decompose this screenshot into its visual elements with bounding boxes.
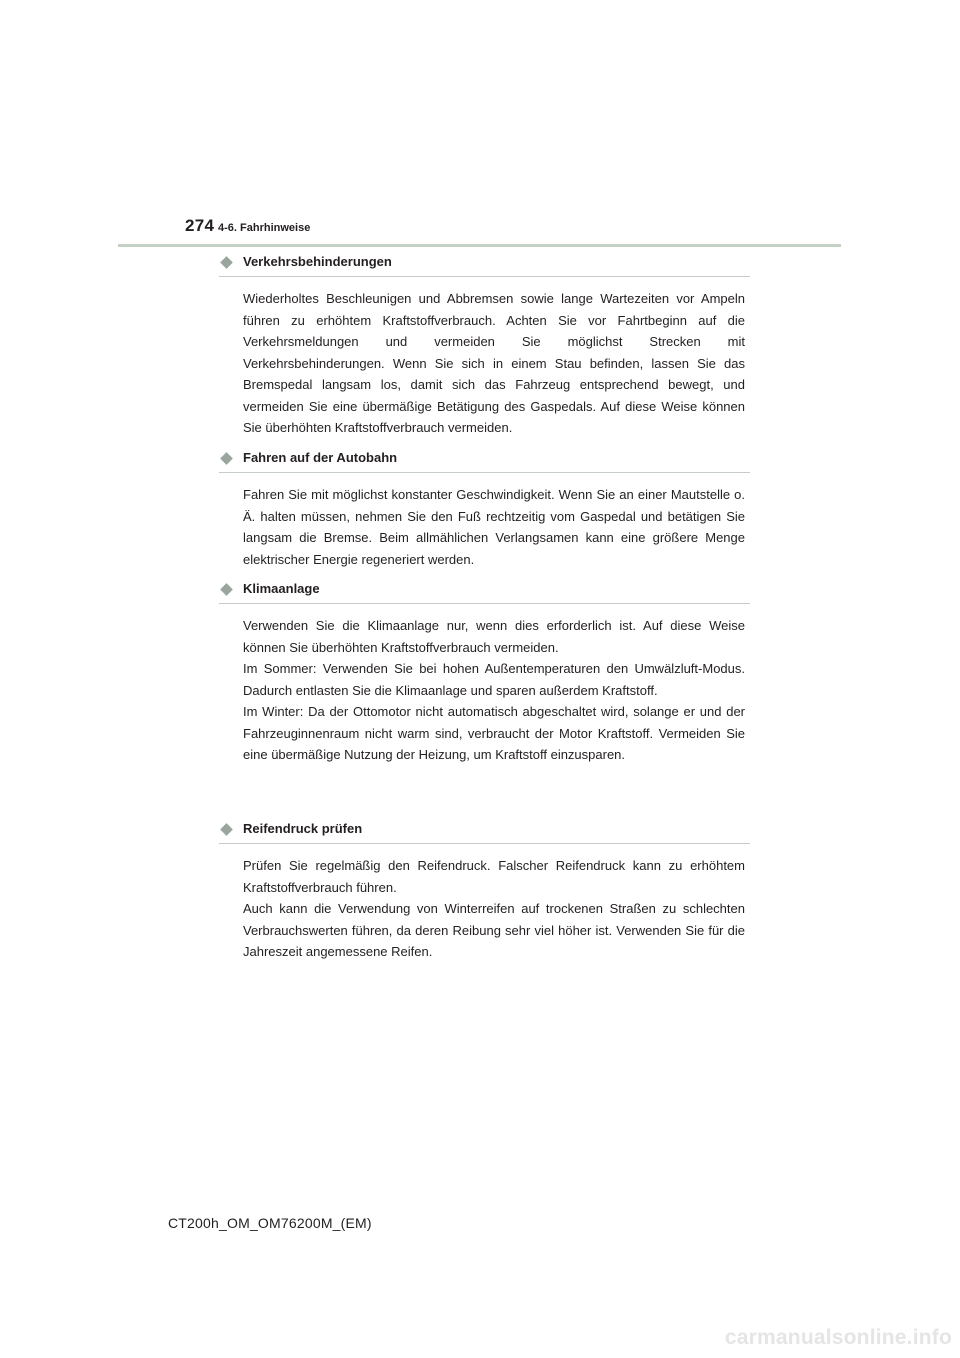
section-body	[243, 288, 745, 439]
paragraph: Wiederholtes Beschleunigen und Abbremsen sowie lange Wartezeiten vor Ampeln führen zu erhöhtem Kraftstoffverbrauch. Achten Sie vor Fahrtbeginn auf die Verkehrsmeldungen und vermeiden Sie möglichst Strecken mit Verkehrsbehinderungen. Wenn Sie sich in einem Stau befinden, lassen Sie das Bremspedal langsam los, damit sich das Fahrzeug entsprechend bewegt, und vermeiden Sie eine übermäßige Betätigung des Gaspedals. Auf diese Weise können Sie überhöhten Kraftstoffverbrauch vermeiden.	[243, 291, 745, 435]
section-heading-text: Fahren auf der Autobahn	[243, 450, 398, 465]
paragraph: Verwenden Sie die Klimaanlage nur, wenn dies erforderlich ist. Auf diese Weise können Sie überhöhten Kraftstoffverbrauch vermeiden.	[243, 618, 745, 655]
section-verkehrsbehinderungen	[219, 254, 750, 439]
chapter-title: 4-6. Fahrhinweise	[218, 222, 311, 234]
paragraph: Fahren Sie mit möglichst konstanter Geschwindigkeit. Wenn Sie an einer Mautstelle o. Ä. halten müssen, nehmen Sie den Fuß rechtzeitig vom Gaspedal und betätigen Sie langsam die Bremse. Beim allmählichen Verlangsamen kann eine größere Menge elektrischer Energie regeneriert werden.	[243, 487, 745, 567]
diamond-bullet-icon	[220, 823, 233, 836]
document-code: CT200h_OM_OM76200M_(EM)	[168, 1215, 372, 1231]
section-body	[243, 484, 745, 570]
section-body	[243, 615, 745, 766]
watermark-link[interactable]: carmanualsonline.info	[724, 1326, 952, 1349]
header-divider	[118, 244, 841, 247]
paragraph: Auch kann die Verwendung von Winterreifen auf trockenen Straßen zu schlechten Verbrauchswerten führen, da deren Reibung sehr viel höher ist. Verwenden Sie für die Jahreszeit angemessene Reifen.	[243, 901, 745, 959]
section-fahren-auf-der-autobahn	[219, 450, 750, 570]
section-heading	[219, 581, 750, 604]
section-body	[243, 855, 745, 963]
section-heading	[219, 821, 750, 844]
diamond-bullet-icon	[220, 256, 233, 269]
paragraph: Im Sommer: Verwenden Sie bei hohen Außentemperaturen den Umwälzluft-Modus. Dadurch entlasten Sie die Klimaanlage und sparen außerdem Kraftstoff.	[243, 661, 745, 698]
paragraph: Prüfen Sie regelmäßig den Reifendruck. Falscher Reifendruck kann zu erhöhtem Kraftstoffverbrauch führen.	[243, 858, 745, 895]
diamond-bullet-icon	[220, 583, 233, 596]
section-klimaanlage	[219, 581, 750, 766]
section-heading	[219, 254, 750, 277]
page-number: 274	[185, 216, 215, 235]
section-heading-text: Verkehrsbehinderungen	[243, 254, 392, 269]
section-reifendruck-pruefen	[219, 821, 750, 963]
section-heading-text: Reifendruck prüfen	[243, 821, 363, 836]
section-heading-text: Klimaanlage	[243, 581, 320, 596]
paragraph: Im Winter: Da der Ottomotor nicht automatisch abgeschaltet wird, solange er und der Fahrzeuginnenraum nicht warm sind, verbraucht der Motor Kraftstoff. Vermeiden Sie eine übermäßige Nutzung der Heizung, um Kraftstoff einzusparen.	[243, 704, 745, 762]
section-heading	[219, 450, 750, 473]
diamond-bullet-icon	[220, 452, 233, 465]
